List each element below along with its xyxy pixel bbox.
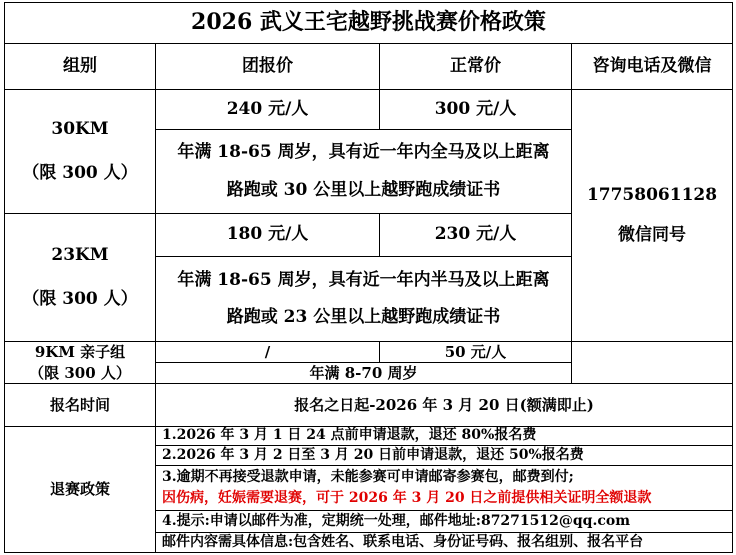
group-30km-limit: （限 300 人） bbox=[22, 162, 138, 183]
contact-cell bbox=[572, 90, 733, 342]
group-23km bbox=[4, 214, 156, 342]
group-23km-name: 23KM bbox=[51, 245, 109, 266]
group-30km-req-line2: 路跑或 30 公里以上越野跑成绩证书 bbox=[226, 179, 501, 200]
group-30km-name: 30KM bbox=[51, 119, 109, 140]
group-9km-name: 9KM 亲子组 bbox=[34, 342, 126, 361]
group-23km-req-line2: 路跑或 23 公里以上越野跑成绩证书 bbox=[226, 307, 501, 327]
group-23km-limit: （限 300 人） bbox=[22, 288, 138, 309]
group-9km-requirement: 年满 8-70 周岁 bbox=[156, 363, 572, 384]
header-contact: 咨询电话及微信 bbox=[572, 44, 733, 90]
refund-line-3-block bbox=[156, 466, 733, 511]
contact-empty-cell bbox=[572, 342, 733, 384]
contact-wechat: 微信同号 bbox=[618, 224, 686, 245]
group-30km-requirement bbox=[156, 130, 572, 214]
contact-phone: 17758061128 bbox=[586, 185, 718, 206]
group-9km-limit: （限 300 人） bbox=[29, 363, 131, 382]
refund-line-2: 2.2026 年 3 月 2 日至 3 月 20 日前申请退款，退还 50%报名费 bbox=[156, 446, 733, 466]
group-23km-requirement bbox=[156, 257, 572, 342]
group-23km-normal-price: 230 元/人 bbox=[380, 214, 572, 257]
group-23km-req-line1: 年满 18-65 周岁，具有近一年内半马及以上距离 bbox=[177, 269, 550, 290]
refund-line-3: 3.逾期不再接受退款申请，未能参赛可申请邮寄参赛包，邮费到付; bbox=[162, 468, 574, 485]
refund-label: 退赛政策 bbox=[4, 427, 156, 553]
header-normal-price: 正常价 bbox=[380, 44, 572, 90]
header-group-price: 团报价 bbox=[156, 44, 380, 90]
group-9km bbox=[4, 342, 156, 384]
price-policy-table bbox=[4, 2, 733, 553]
table-title: 2026 武义王宅越野挑战赛价格政策 bbox=[4, 2, 733, 44]
registration-value: 报名之日起-2026 年 3 月 20 日(额满即止) bbox=[156, 384, 733, 427]
group-9km-group-price: / bbox=[156, 342, 380, 363]
refund-line-5: 邮件内容需具体信息:包含姓名、联系电话、身份证号码、报名组别、报名平台 bbox=[156, 533, 733, 553]
group-9km-normal-price: 50 元/人 bbox=[380, 342, 572, 363]
group-30km-req-line1: 年满 18-65 周岁，具有近一年内全马及以上距离 bbox=[177, 142, 550, 163]
refund-line-4: 4.提示:申请以邮件为准，定期统一处理，邮件地址:87271512@qq.com bbox=[156, 511, 733, 533]
header-group: 组别 bbox=[4, 44, 156, 90]
refund-line-1: 1.2026 年 3 月 1 日 24 点前申请退款，退还 80%报名费 bbox=[156, 427, 733, 446]
group-23km-group-price: 180 元/人 bbox=[156, 214, 380, 257]
group-30km-group-price: 240 元/人 bbox=[156, 90, 380, 130]
group-30km-normal-price: 300 元/人 bbox=[380, 90, 572, 130]
refund-line-3-highlight: 因伤病，妊娠需要退赛，可于 2026 年 3 月 20 日之前提供相关证明全额退款 bbox=[162, 490, 652, 506]
registration-label: 报名时间 bbox=[4, 384, 156, 427]
group-30km bbox=[4, 90, 156, 214]
